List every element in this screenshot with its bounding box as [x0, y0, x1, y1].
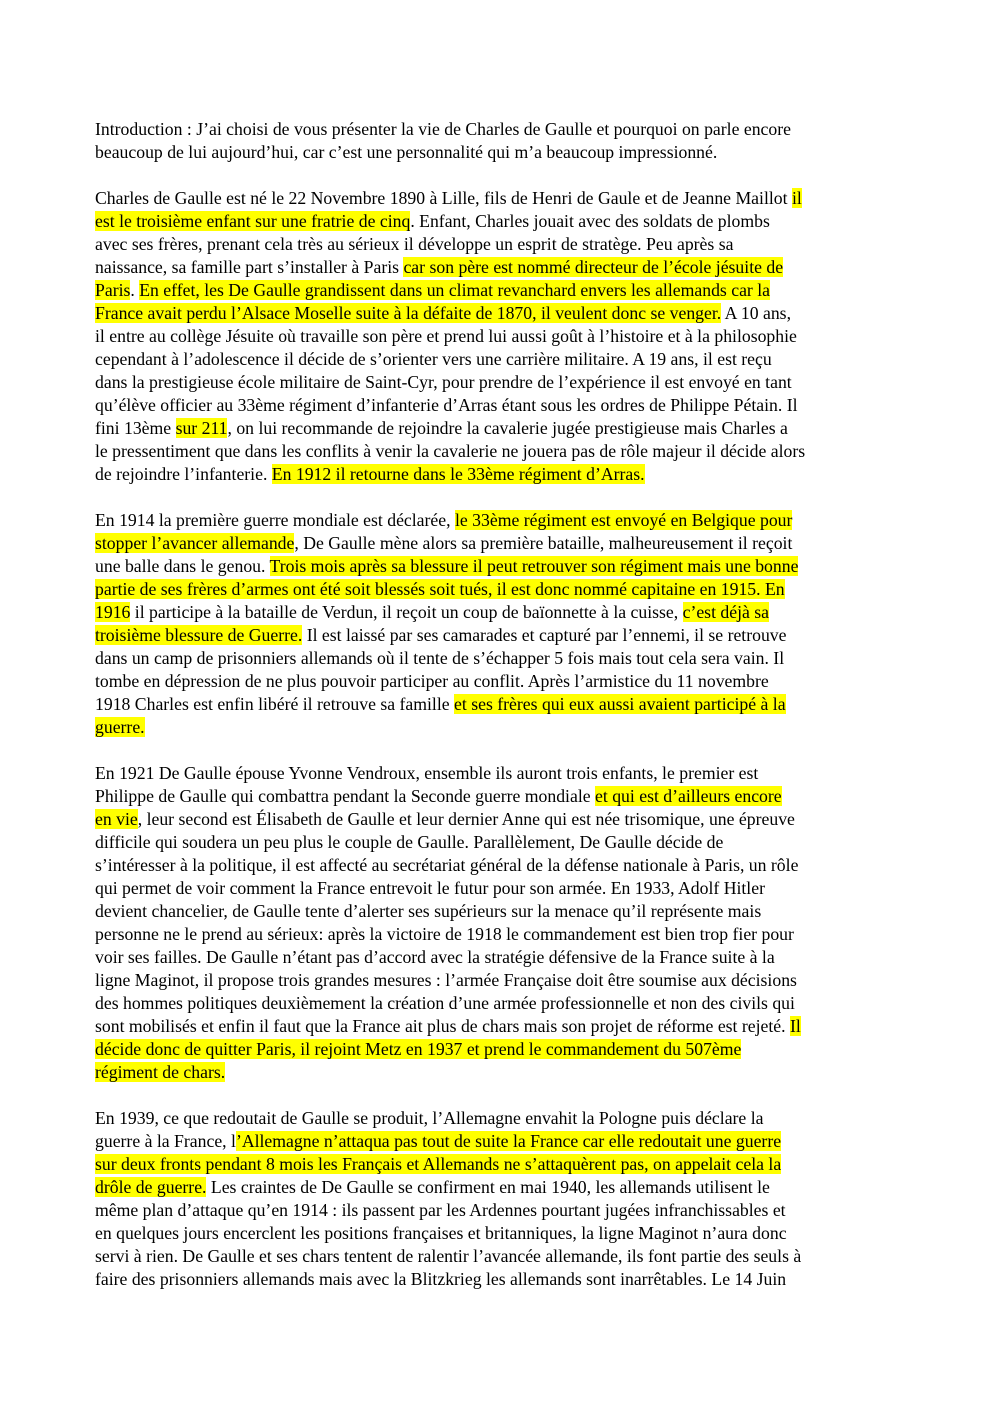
text-line: [95, 1268, 905, 1291]
text-line: [95, 693, 905, 716]
highlighted-text: guerre.: [95, 717, 145, 737]
text-line: [95, 509, 905, 532]
text-segment: beaucoup de lui aujourd’hui, car c’est une personnalité qui m’a beaucoup impressionné.: [95, 142, 718, 162]
highlighted-text: En effet, les De Gaulle grandissent dans un climat revanchard envers les allemands car la: [139, 280, 770, 300]
text-line: [95, 141, 905, 164]
text-segment: dans la prestigieuse école militaire de Saint-Cyr, pour prendre de l’expérience il est envoyé en tant: [95, 372, 792, 392]
text-line: [95, 831, 905, 854]
highlighted-text: sur 211: [175, 418, 228, 438]
text-segment: Philippe de Gaulle qui combattra pendant la Seconde guerre mondiale: [95, 786, 596, 806]
highlighted-text: 1916: [95, 602, 131, 622]
text-line: [95, 1245, 905, 1268]
highlighted-text: Trois mois après sa blessure il peut retrouver son régiment mais une bonne: [269, 556, 799, 576]
text-line: [95, 670, 905, 693]
highlighted-text: France avait perdu l’Alsace Moselle suite à la défaite de 1870, i: [95, 303, 546, 323]
text-segment: tombe en dépression de ne plus pouvoir participer au conflit. Après l’armistice du 11 novembre: [95, 671, 769, 691]
text-segment: Charles de Gaulle est né le 22 Novembre 1890 à Lille, fils de Henri de Gaule et de Jeanne Maillot: [95, 188, 792, 208]
text-line: [95, 1222, 905, 1245]
text-line: [95, 647, 905, 670]
text-segment: cependant à l’adolescence il décide de s’orienter vers une carrière militaire. A 19 ans, il est reçu: [95, 349, 772, 369]
highlighted-text: régiment de chars.: [95, 1062, 226, 1082]
text-segment: avec ses frères, prenant cela très au sérieux il développe un esprit de stratège. Peu après sa: [95, 234, 734, 254]
text-line: [95, 1130, 905, 1153]
text-line: [95, 808, 905, 831]
text-segment: , De Gaulle mène alors sa première bataille, malheureusement il reçoit: [294, 533, 793, 553]
text-segment: naissance, sa famille part s’installer à Paris: [95, 257, 404, 277]
text-line: [95, 1038, 905, 1061]
highlighted-text: et qui est d’ailleurs encore: [595, 786, 782, 806]
document-page: [95, 118, 905, 1314]
text-segment: en quelques jours encerclent les positions françaises et britanniques, la ligne Maginot n’aura donc: [95, 1223, 787, 1243]
text-line: [95, 348, 905, 371]
text-segment: . Enfant, Charles jouait avec des soldats de plombs: [410, 211, 770, 231]
text-line: [95, 440, 905, 463]
text-line: [95, 946, 905, 969]
text-segment: voir ses failles. De Gaulle n’étant pas d’accord avec la stratégie défensive de la France suite à la: [95, 947, 775, 967]
text-line: [95, 923, 905, 946]
text-segment: Il est laissé par ses camarades et capturé par l’ennemi, il se retrouve: [302, 625, 787, 645]
text-segment: En 1921 De Gaulle épouse Yvonne Vendroux, ensemble ils auront trois enfants, le premier est: [95, 763, 759, 783]
text-segment: sont mobilisés et enfin il faut que la France ait plus de chars mais son projet de réforme est rejeté.: [95, 1016, 791, 1036]
text-line: [95, 532, 905, 555]
text-line: [95, 210, 905, 233]
text-segment: En 1914 la première guerre mondiale est déclarée,: [95, 510, 455, 530]
highlighted-text: Il: [790, 1016, 801, 1036]
text-segment: ligne Maginot, il propose trois grandes mesures : l’armée Française doit être soumise aux décisions: [95, 970, 797, 990]
text-segment: Introduction : J’ai choisi de vous présenter la vie de Charles de Gaulle et pourquoi on parle encore: [95, 119, 791, 139]
highlighted-text: drôle de guerre.: [95, 1177, 207, 1197]
text-segment: personne ne le prend au sérieux: après la victoire de 1918 le commandement est bien trop fier pour: [95, 924, 794, 944]
text-segment: servi à rien. De Gaulle et ses chars tentent de ralentir l’avancée allemande, ils font partie des seuls à: [95, 1246, 802, 1266]
highlighted-text: c’est déjà sa: [682, 602, 770, 622]
text-line: [95, 1153, 905, 1176]
text-line: [95, 578, 905, 601]
text-line: [95, 118, 905, 141]
text-segment: Les craintes de De Gaulle se confirment en mai 1940, les allemands utilisent le: [206, 1177, 770, 1197]
paragraph: [95, 762, 905, 1084]
text-line: [95, 302, 905, 325]
text-segment: , leur second est Élisabeth de Gaulle et leur dernier Anne qui est née trisomique, une épreuve: [137, 809, 795, 829]
text-line: [95, 394, 905, 417]
text-segment: devient chancelier, de Gaulle tente d’alerter ses supérieurs sur la menace qu’il représente mais: [95, 901, 762, 921]
text-segment: il participe à la bataille de Verdun, il reçoit un coup de baïonnette à la cuisse,: [130, 602, 683, 622]
text-segment: faire des prisonniers allemands mais avec la Blitzkrieg les allemands sont inarrêtables. Le 14 Juin: [95, 1269, 787, 1289]
highlighted-text: en vie: [95, 809, 138, 829]
text-line: [95, 417, 905, 440]
text-line: [95, 233, 905, 256]
text-line: [95, 1176, 905, 1199]
text-line: [95, 463, 905, 486]
text-line: [95, 624, 905, 647]
paragraph: [95, 187, 905, 486]
text-line: [95, 371, 905, 394]
text-segment: .: [130, 280, 140, 300]
text-line: [95, 325, 905, 348]
text-segment: qui permet de voir comment la France entrevoit le futur pour son armée. En 1933, Adolf Hitler: [95, 878, 765, 898]
highlighted-text: ’Allemagne n’attaqua pas tout de suite la France car elle redoutait une guerre: [235, 1131, 782, 1151]
highlighted-text: décide donc de quitter Paris, il rejoint Metz en 1937 et prend le commandement du 507ème: [95, 1039, 742, 1059]
highlighted-text: le 33ème régiment est envoyé en Belgique pour: [454, 510, 793, 530]
highlighted-text: est le troisième enfant sur une fratrie de cinq: [95, 211, 411, 231]
highlighted-text: En 1912 il retourne dans le 33ème régiment d’Arras.: [271, 464, 645, 484]
text-segment: il entre au collège Jésuite où travaille son père et prend lui aussi goût à l’histoire et à la philosophie: [95, 326, 797, 346]
text-segment: une balle dans le genou.: [95, 556, 270, 576]
paragraph: [95, 1107, 905, 1291]
text-line: [95, 1107, 905, 1130]
text-segment: fini 13ème: [95, 418, 176, 438]
text-line: [95, 992, 905, 1015]
text-line: [95, 256, 905, 279]
text-segment: le pressentiment que dans les conflits à venir la cavalerie ne jouera pas de rôle majeur il décide alors: [95, 441, 806, 461]
highlighted-text: l veulent donc se venger.: [545, 303, 722, 323]
highlighted-text: Paris: [95, 280, 131, 300]
text-segment: En 1939, ce que redoutait de Gaulle se produit, l’Allemagne envahit la Pologne puis déclare la: [95, 1108, 764, 1128]
text-segment: A 10 ans,: [721, 303, 791, 323]
text-segment: de rejoindre l’infanterie.: [95, 464, 272, 484]
highlighted-text: car son père est nommé directeur de l’école jésuite de: [403, 257, 784, 277]
text-line: [95, 969, 905, 992]
text-line: [95, 601, 905, 624]
text-line: [95, 785, 905, 808]
highlighted-text: et ses frères qui eux aussi avaient participé à la: [454, 694, 786, 714]
highlighted-text: stopper l’avancer allemande: [95, 533, 295, 553]
highlighted-text: il: [791, 188, 802, 208]
highlighted-text: sur deux fronts pendant 8 mois les Français et Allemands ne s’attaquèrent pas, on appelait cela la: [95, 1154, 782, 1174]
text-line: [95, 1015, 905, 1038]
text-line: [95, 1199, 905, 1222]
highlighted-text: troisième blessure de Guerre.: [95, 625, 303, 645]
text-segment: guerre à la France, l: [95, 1131, 236, 1151]
text-line: [95, 762, 905, 785]
paragraph: [95, 509, 905, 739]
text-line: [95, 716, 905, 739]
text-segment: dans un camp de prisonniers allemands où il tente de s’échapper 5 fois mais tout cela sera vain. Il: [95, 648, 785, 668]
text-segment: s’intéresser à la politique, il est affecté au secrétariat général de la défense nationale à Paris, un rôle: [95, 855, 799, 875]
paragraph: [95, 118, 905, 164]
text-segment: qu’élève officier au 33ème régiment d’infanterie d’Arras étant sous les ordres de Philippe Pétain. Il: [95, 395, 798, 415]
text-line: [95, 900, 905, 923]
highlighted-text: partie de ses frères d’armes ont été soit blessés soit tués, il est donc nommé capitaine en 1915. En: [95, 579, 785, 599]
text-line: [95, 555, 905, 578]
text-segment: des hommes politiques deuxièmement la création d’une armée professionnelle et non des civils qui: [95, 993, 795, 1013]
text-line: [95, 1061, 905, 1084]
text-line: [95, 877, 905, 900]
text-line: [95, 854, 905, 877]
text-segment: difficile qui soudera un peu plus le couple de Gaulle. Parallèlement, De Gaulle décide de: [95, 832, 724, 852]
text-line: [95, 187, 905, 210]
text-segment: même plan d’attaque qu’en 1914 : ils passent par les Ardennes pourtant jugées infranchissables et: [95, 1200, 786, 1220]
text-segment: 1918 Charles est enfin libéré il retrouve sa famille: [95, 694, 455, 714]
text-segment: , on lui recommande de rejoindre la cavalerie jugée prestigieuse mais Charles a: [227, 418, 788, 438]
text-line: [95, 279, 905, 302]
